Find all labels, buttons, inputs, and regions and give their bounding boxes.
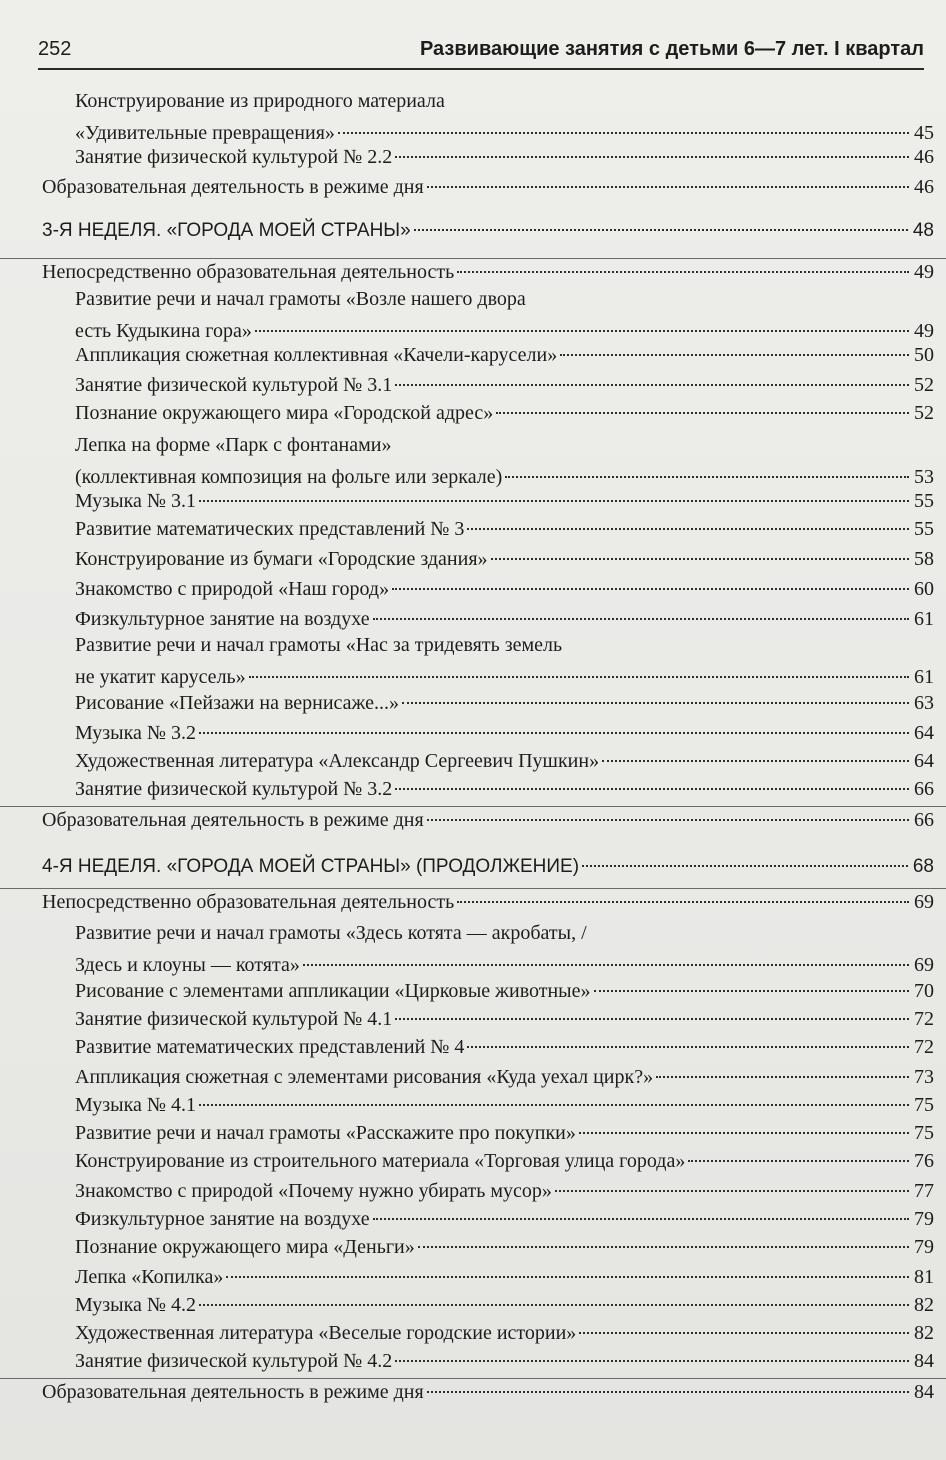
toc-section-heading: [0, 854, 946, 884]
toc-entry: [0, 1148, 946, 1178]
toc-entry: [0, 1064, 946, 1094]
dot-leader: [457, 901, 909, 903]
toc-entry-line: [75, 920, 587, 946]
toc-entry-title: Развитие речи и начал грамоты «Здесь котята — акробаты, /: [75, 922, 587, 944]
toc-entry-title: Занятие физической культурой № 3.1: [75, 374, 393, 396]
toc-entry-title: Занятие физической культурой № 4.2: [75, 1350, 393, 1372]
toc-entry: [0, 1264, 946, 1294]
toc-entry-line: [75, 748, 934, 774]
toc-page-number: 46: [914, 146, 934, 168]
toc-entry-line: [75, 978, 934, 1004]
dot-leader: [505, 476, 909, 478]
toc-entry-line: [75, 432, 391, 458]
dot-leader: [392, 588, 909, 590]
dot-leader: [249, 676, 909, 678]
toc-entry-line: [75, 516, 934, 542]
toc-page-number: 49: [914, 261, 934, 283]
dot-leader: [338, 132, 909, 134]
toc-entry: [0, 748, 946, 778]
running-title: Развивающие занятия с детьми 6—7 лет. I квартал: [419, 38, 924, 60]
toc-entry-line: [75, 1034, 934, 1060]
toc-entry: [0, 720, 946, 750]
toc-entry-line: [75, 1234, 934, 1260]
toc-entry-line: [75, 1064, 934, 1090]
toc-entry-line: [42, 1379, 934, 1405]
dot-leader: [688, 1160, 909, 1162]
toc-entry: [0, 1178, 946, 1208]
toc-page-number: 50: [914, 344, 934, 366]
toc-page-number: 84: [914, 1350, 934, 1372]
toc-entry: [0, 88, 946, 148]
dot-leader: [373, 618, 909, 620]
toc-entry-line: [75, 286, 526, 312]
toc-entry: [0, 806, 946, 837]
toc-entry-title: (коллективная композиция на фольге или зеркале): [75, 466, 503, 488]
toc-page-number: 68: [912, 856, 934, 877]
toc-entry-line: [42, 259, 934, 285]
toc-entry-title: Музыка № 4.2: [75, 1294, 196, 1316]
dot-leader: [457, 271, 909, 273]
toc-entry: [0, 372, 946, 402]
dot-leader: [427, 1391, 909, 1393]
toc-entry-title: Образовательная деятельность в режиме дня: [42, 809, 424, 831]
dot-leader: [414, 229, 908, 231]
toc-entry-title: Образовательная деятельность в режиме дня: [42, 176, 424, 198]
dot-leader: [427, 819, 909, 821]
toc-entry: [0, 432, 946, 492]
dot-leader: [402, 702, 909, 704]
toc-entry-title: Знакомство с природой «Наш город»: [75, 578, 390, 600]
toc-page-number: 61: [914, 608, 934, 630]
toc-entry-title: Развитие речи и начал грамоты «Расскажите про покупки»: [75, 1122, 576, 1144]
toc-page-number: 64: [914, 722, 934, 744]
dot-leader: [303, 964, 909, 966]
toc-page-number: 69: [914, 891, 934, 913]
toc-entry: [0, 1092, 946, 1122]
toc-entry-line: [75, 1178, 934, 1204]
toc-entry-line: [75, 576, 934, 602]
dot-leader: [602, 760, 909, 762]
toc-page-number: 64: [914, 750, 934, 772]
toc-page-number: 76: [914, 1150, 934, 1172]
toc-entry-line: [75, 1320, 934, 1346]
dot-leader: [395, 1360, 909, 1362]
toc-entry-line: [75, 1006, 934, 1032]
toc-entry-line: [75, 1206, 934, 1232]
toc-entry-line: [42, 889, 934, 915]
toc-page-number: 75: [914, 1122, 934, 1144]
toc-entry-title: 3-Я НЕДЕЛЯ. «ГОРОДА МОЕЙ СТРАНЫ»: [42, 220, 411, 241]
toc-entry: [0, 690, 946, 720]
dot-leader: [579, 1132, 909, 1134]
toc-entry-line: [75, 120, 934, 146]
toc-page-number: 84: [914, 1381, 934, 1403]
toc-entry-line: [75, 546, 934, 572]
dot-leader: [582, 865, 908, 867]
toc-page-number: 79: [914, 1236, 934, 1258]
toc-page-number: 72: [914, 1008, 934, 1030]
toc-page-number: 77: [914, 1180, 934, 1202]
dot-leader: [418, 1246, 909, 1248]
toc-entry-line: [75, 464, 934, 490]
toc-entry: [0, 1348, 946, 1378]
dot-leader: [255, 330, 909, 332]
toc-entry: [0, 632, 946, 692]
toc-entry-line: [75, 342, 934, 368]
toc-entry-title: не укатит карусель»: [75, 666, 246, 688]
dot-leader: [373, 1218, 909, 1220]
toc-page-number: 46: [914, 176, 934, 198]
toc-entry: [0, 1292, 946, 1322]
toc-entry-title: есть Кудыкина гора»: [75, 320, 252, 342]
toc-entry-line: [75, 144, 934, 170]
toc-page-number: 63: [914, 692, 934, 714]
dot-leader: [199, 732, 909, 734]
dot-leader: [395, 384, 909, 386]
toc-entry-title: Лепка на форме «Парк с фонтанами»: [75, 434, 392, 456]
dot-leader: [467, 528, 909, 530]
toc-page-number: 82: [914, 1322, 934, 1344]
toc-entry-title: Музыка № 3.1: [75, 490, 196, 512]
toc-page-number: 81: [914, 1266, 934, 1288]
toc-page-number: 73: [914, 1066, 934, 1088]
toc-page-number: 48: [912, 220, 934, 241]
toc-entry-line: [75, 1292, 934, 1318]
toc-entry-line: [75, 632, 562, 658]
toc-entry-line: [75, 776, 934, 802]
toc-entry-title: Познание окружающего мира «Городской адрес»: [75, 402, 494, 424]
toc-entry-line: [75, 488, 934, 514]
toc-entry-line: [75, 1264, 934, 1290]
toc-entry: [0, 286, 946, 346]
dot-leader: [579, 1332, 909, 1334]
toc-entry-title: Развитие математических представлений № 4: [75, 1036, 465, 1058]
toc-entry-title: Развитие речи и начал грамоты «Возле нашего двора: [75, 288, 526, 310]
toc-entry-line: [75, 1092, 934, 1118]
toc-entry: [0, 1034, 946, 1064]
toc-page-number: 75: [914, 1094, 934, 1116]
toc-page-number: 55: [914, 490, 934, 512]
dot-leader: [199, 1104, 909, 1106]
toc-page-number: 66: [914, 778, 934, 800]
dot-leader: [555, 1190, 909, 1192]
toc-entry: [0, 258, 946, 289]
toc-entry: [0, 776, 946, 806]
toc-entry-title: Лепка «Копилка»: [75, 1266, 224, 1288]
toc-entry: [0, 342, 946, 372]
toc-page-number: 70: [914, 980, 934, 1002]
toc-page-number: 72: [914, 1036, 934, 1058]
toc-entry: [0, 516, 946, 546]
toc-entry-title: Развитие математических представлений № 3: [75, 518, 465, 540]
dot-leader: [491, 558, 909, 560]
toc-entry: [0, 920, 946, 980]
toc-entry-title: Конструирование из природного материала: [75, 90, 445, 112]
toc-page-number: 52: [914, 374, 934, 396]
toc-entry-title: Непосредственно образовательная деятельность: [42, 261, 455, 283]
toc-entry-title: Познание окружающего мира «Деньги»: [75, 1236, 415, 1258]
toc-entry: [0, 576, 946, 606]
toc-page-number: 66: [914, 809, 934, 831]
toc-entry-title: Рисование с элементами аппликации «Цирковые животные»: [75, 980, 591, 1002]
toc-entry-line: [75, 88, 445, 114]
toc-entry-line: [75, 664, 934, 690]
toc-entry-line: [42, 807, 934, 833]
dot-leader: [226, 1276, 909, 1278]
toc-entry-title: Аппликация сюжетная коллективная «Качели-карусели»: [75, 344, 558, 366]
toc-page-number: 60: [914, 578, 934, 600]
toc-entry-title: Художественная литература «Веселые городские истории»: [75, 1322, 577, 1344]
dot-leader: [395, 156, 909, 158]
toc-page-number: 45: [914, 122, 934, 144]
toc-page-number: 52: [914, 402, 934, 424]
toc-entry: [0, 488, 946, 518]
toc-entry: [0, 400, 946, 430]
toc-entry-title: Знакомство с природой «Почему нужно убирать мусор»: [75, 1180, 552, 1202]
page-number: 252: [38, 38, 72, 60]
toc-entry-title: Физкультурное занятие на воздухе: [75, 1208, 370, 1230]
dot-leader: [560, 354, 909, 356]
toc-page-number: 61: [914, 666, 934, 688]
toc-entry-title: Аппликация сюжетная с элементами рисования «Куда уехал цирк?»: [75, 1066, 654, 1088]
toc-entry-title: Рисование «Пейзажи на вернисаже...»: [75, 692, 399, 714]
toc-entry: [0, 1120, 946, 1150]
toc-entry-title: Непосредственно образовательная деятельность: [42, 891, 455, 913]
toc-entry: [0, 1378, 946, 1409]
toc-entry-title: Конструирование из строительного материала «Торговая улица города»: [75, 1150, 686, 1172]
toc-entry: [0, 1320, 946, 1350]
toc-entry-line: [42, 174, 934, 200]
toc-entry-line: [75, 1348, 934, 1374]
toc-entry-title: Музыка № 3.2: [75, 722, 196, 744]
toc-entry-line: [75, 372, 934, 398]
dot-leader: [496, 412, 909, 414]
toc-entry-title: «Удивительные превращения»: [75, 122, 335, 144]
toc-entry: [0, 1234, 946, 1264]
toc-entry-title: Конструирование из бумаги «Городские здания»: [75, 548, 488, 570]
toc-page-number: 55: [914, 518, 934, 540]
toc-section-heading: [0, 218, 946, 248]
toc-entry-line: [75, 720, 934, 746]
toc-page-number: 49: [914, 320, 934, 342]
toc-entry-line: [42, 218, 934, 244]
dot-leader: [199, 1304, 909, 1306]
toc-entry-line: [75, 690, 934, 716]
dot-leader: [656, 1076, 909, 1078]
toc-entry: [0, 144, 946, 174]
dot-leader: [427, 186, 909, 188]
toc-entry-line: [42, 854, 934, 880]
toc-entry-line: [75, 1120, 934, 1146]
dot-leader: [199, 500, 909, 502]
toc-page-number: 82: [914, 1294, 934, 1316]
toc-entry-title: Художественная литература «Александр Сергеевич Пушкин»: [75, 750, 600, 772]
toc-entry-line: [75, 1148, 934, 1174]
toc-entry-title: Занятие физической культурой № 3.2: [75, 778, 393, 800]
toc-entry-line: [75, 606, 934, 632]
toc-entry-line: [75, 952, 934, 978]
dot-leader: [594, 990, 910, 992]
toc-entry-title: Здесь и клоуны — котята»: [75, 954, 300, 976]
toc-entry-title: Образовательная деятельность в режиме дня: [42, 1381, 424, 1403]
toc-entry: [0, 888, 946, 919]
toc-entry-title: Физкультурное занятие на воздухе: [75, 608, 370, 630]
toc-entry: [0, 174, 946, 204]
dot-leader: [395, 1018, 909, 1020]
toc-page-number: 53: [914, 466, 934, 488]
toc-entry-title: Развитие речи и начал грамоты «Нас за тридевять земель: [75, 634, 563, 656]
toc-entry: [0, 1006, 946, 1036]
dot-leader: [467, 1046, 909, 1048]
toc-entry-title: Занятие физической культурой № 2.2: [75, 146, 393, 168]
toc-entry-line: [75, 400, 934, 426]
toc-entry-title: Музыка № 4.1: [75, 1094, 196, 1116]
toc-entry-title: Занятие физической культурой № 4.1: [75, 1008, 393, 1030]
toc-entry: [0, 978, 946, 1008]
toc-page-number: 79: [914, 1208, 934, 1230]
dot-leader: [395, 788, 909, 790]
toc-page-number: 58: [914, 548, 934, 570]
toc-entry-line: [75, 318, 934, 344]
toc-entry: [0, 546, 946, 576]
toc-entry-title: 4-Я НЕДЕЛЯ. «ГОРОДА МОЕЙ СТРАНЫ» (ПРОДОЛЖЕНИЕ): [42, 856, 580, 877]
toc-entry: [0, 1206, 946, 1236]
toc-page-number: 69: [914, 954, 934, 976]
